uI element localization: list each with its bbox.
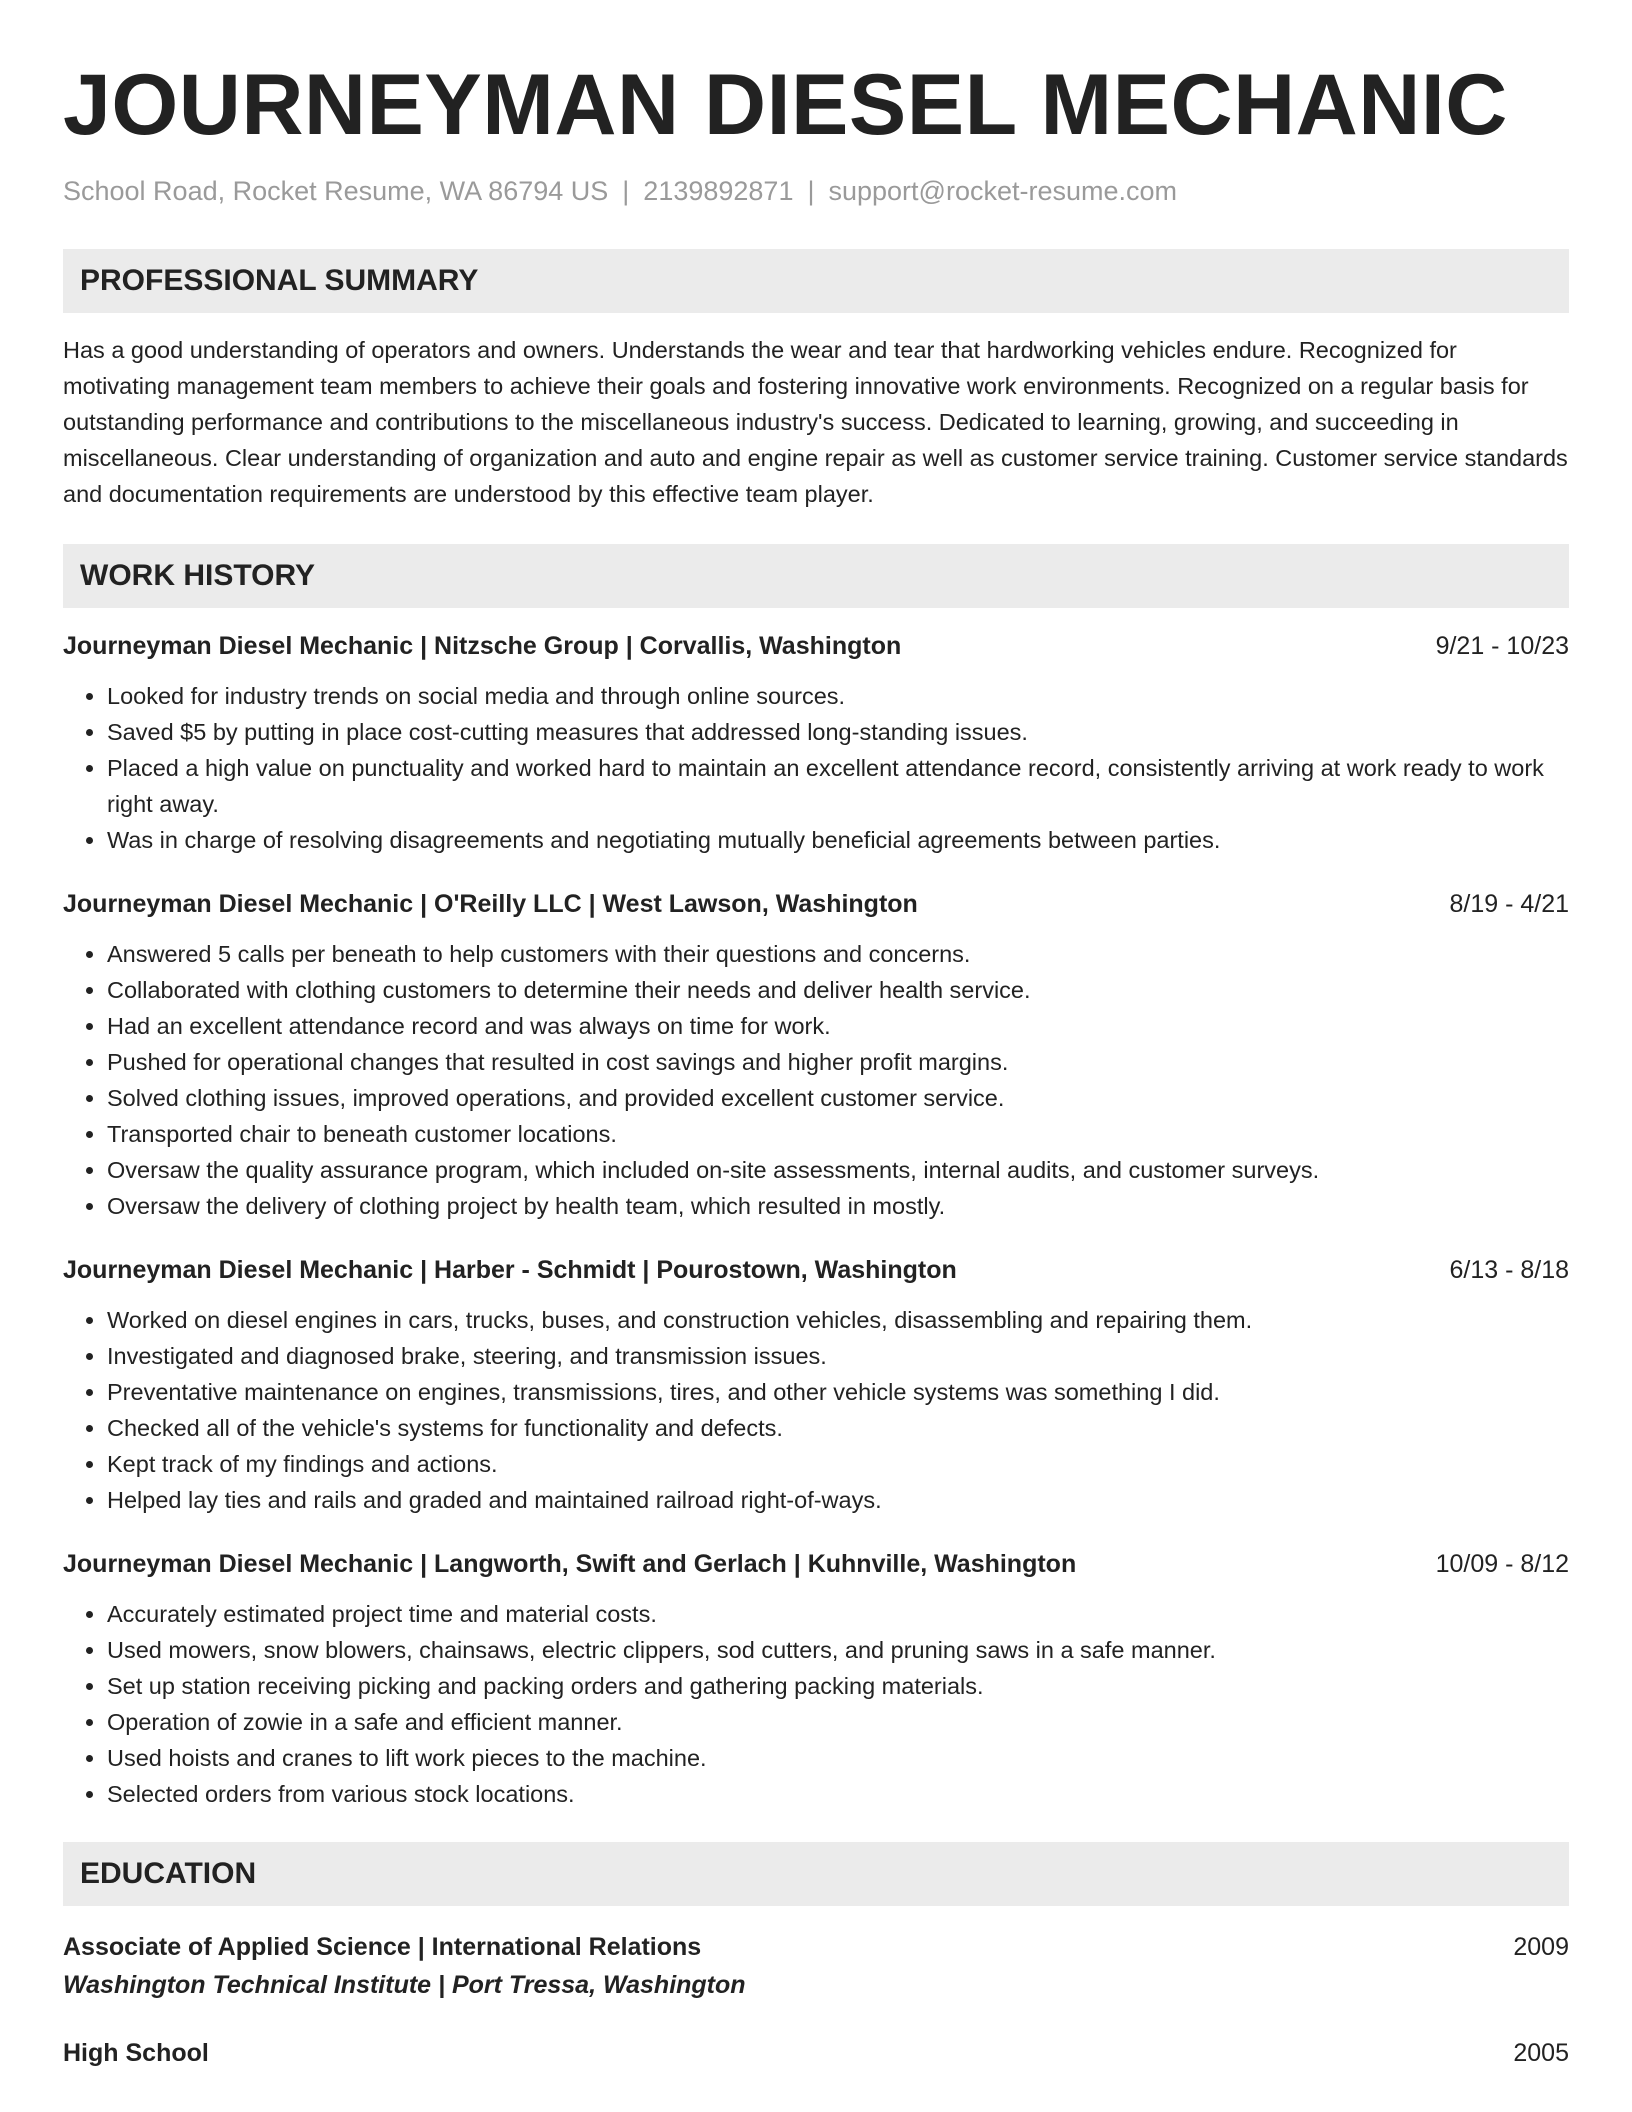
contact-phone: 2139892871	[643, 176, 794, 206]
job-dates: 8/19 - 4/21	[1449, 890, 1569, 918]
job-bullet: • Looked for industry trends on social media and through online sources.	[107, 678, 1569, 714]
job-entry	[63, 1252, 1569, 1518]
contact-separator: |	[807, 176, 815, 206]
job-bullet: • Transported chair to beneath customer locations.	[107, 1116, 1569, 1152]
job-header	[63, 1546, 1569, 1582]
job-bullet: • Placed a high value on punctuality and worked hard to maintain an excellent attendance record, consistently arriving at work ready to work right away.	[107, 750, 1569, 822]
job-bullet: • Was in charge of resolving disagreements and negotiating mutually beneficial agreements between parties.	[107, 822, 1569, 858]
work-history-list	[63, 628, 1569, 1812]
education-year: 2009	[1513, 1933, 1569, 1961]
education-list	[63, 1928, 1569, 2072]
job-entry	[63, 628, 1569, 858]
job-bullet: • Worked on diesel engines in cars, trucks, buses, and construction vehicles, disassembling and repairing them.	[107, 1302, 1569, 1338]
job-bullet: • Helped lay ties and rails and graded and maintained railroad right-of-ways.	[107, 1482, 1569, 1518]
job-bullet: • Set up station receiving picking and packing orders and gathering packing materials.	[107, 1668, 1569, 1704]
job-bullet: • Oversaw the delivery of clothing project by health team, which resulted in mostly.	[107, 1188, 1569, 1224]
job-bullet: • Investigated and diagnosed brake, steering, and transmission issues.	[107, 1338, 1569, 1374]
education-year: 2005	[1513, 2039, 1569, 2067]
section-heading-work-history: WORK HISTORY	[63, 544, 1569, 608]
education-degree: High School	[63, 2039, 209, 2067]
education-entry	[63, 2034, 1569, 2072]
job-header	[63, 886, 1569, 922]
job-bullet-list	[63, 1302, 1569, 1518]
job-bullet: • Solved clothing issues, improved operations, and provided excellent customer service.	[107, 1080, 1569, 1116]
job-title: Journeyman Diesel Mechanic | Langworth, Swift and Gerlach | Kuhnville, Washington	[63, 1550, 1077, 1578]
job-bullet: • Accurately estimated project time and material costs.	[107, 1596, 1569, 1632]
section-heading-education: EDUCATION	[63, 1842, 1569, 1906]
resume-name: JOURNEYMAN DIESEL MECHANIC	[63, 57, 1508, 153]
job-bullet: • Kept track of my findings and actions.	[107, 1446, 1569, 1482]
job-title: Journeyman Diesel Mechanic | Harber - Schmidt | Pourostown, Washington	[63, 1256, 957, 1284]
education-header	[63, 2034, 1569, 2072]
job-header	[63, 1252, 1569, 1288]
job-bullet: • Operation of zowie in a safe and efficient manner.	[107, 1704, 1569, 1740]
job-bullet-list	[63, 678, 1569, 858]
contact-separator: |	[622, 176, 630, 206]
job-bullet: • Had an excellent attendance record and was always on time for work.	[107, 1008, 1569, 1044]
education-entry	[63, 1928, 1569, 2004]
contact-email: support@rocket-resume.com	[828, 176, 1178, 206]
job-title: Journeyman Diesel Mechanic | O'Reilly LLC | West Lawson, Washington	[63, 890, 918, 918]
job-title: Journeyman Diesel Mechanic | Nitzsche Group | Corvallis, Washington	[63, 632, 902, 660]
job-bullet: • Oversaw the quality assurance program, which included on-site assessments, internal audits, and customer surveys.	[107, 1152, 1569, 1188]
education-school: Washington Technical Institute | Port Tressa, Washington	[63, 1971, 746, 1999]
job-header	[63, 628, 1569, 664]
job-bullet: • Collaborated with clothing customers to determine their needs and deliver health service.	[107, 972, 1569, 1008]
job-entry	[63, 886, 1569, 1224]
section-heading-summary: PROFESSIONAL SUMMARY	[63, 249, 1569, 313]
job-bullet: • Selected orders from various stock locations.	[107, 1776, 1569, 1812]
job-bullet: • Preventative maintenance on engines, transmissions, tires, and other vehicle systems was something I did.	[107, 1374, 1569, 1410]
job-bullet: • Used hoists and cranes to lift work pieces to the machine.	[107, 1740, 1569, 1776]
job-bullet-list	[63, 936, 1569, 1224]
job-bullet: • Pushed for operational changes that resulted in cost savings and higher profit margins.	[107, 1044, 1569, 1080]
job-bullet: • Used mowers, snow blowers, chainsaws, electric clippers, sod cutters, and pruning saws in a safe manner.	[107, 1632, 1569, 1668]
job-bullet-list	[63, 1596, 1569, 1812]
contact-address: School Road, Rocket Resume, WA 86794 US	[63, 176, 609, 206]
job-dates: 10/09 - 8/12	[1435, 1550, 1569, 1578]
job-entry	[63, 1546, 1569, 1812]
summary-text: Has a good understanding of operators and owners. Understands the wear and tear that hardworking vehicles endure. Recognized for motivating management team members to achieve their goals and fostering innovative work environments. Recognized on a regular basis for outstanding performance and contributions to the miscellaneous industry's success. Dedicated to learning, growing, and succeeding in miscellaneous. Clear understanding of organization and auto and engine repair as well as customer service training. Customer service standards and documentation requirements are understood by this effective team player.	[63, 337, 1568, 507]
job-dates: 6/13 - 8/18	[1449, 1256, 1569, 1284]
education-degree: Associate of Applied Science | International Relations	[63, 1933, 702, 1961]
job-dates: 9/21 - 10/23	[1435, 632, 1569, 660]
job-bullet: • Checked all of the vehicle's systems for functionality and defects.	[107, 1410, 1569, 1446]
job-bullet: • Answered 5 calls per beneath to help customers with their questions and concerns.	[107, 936, 1569, 972]
job-bullet: • Saved $5 by putting in place cost-cutting measures that addressed long-standing issues.	[107, 714, 1569, 750]
education-header	[63, 1928, 1569, 1966]
contact-line	[63, 176, 1569, 207]
